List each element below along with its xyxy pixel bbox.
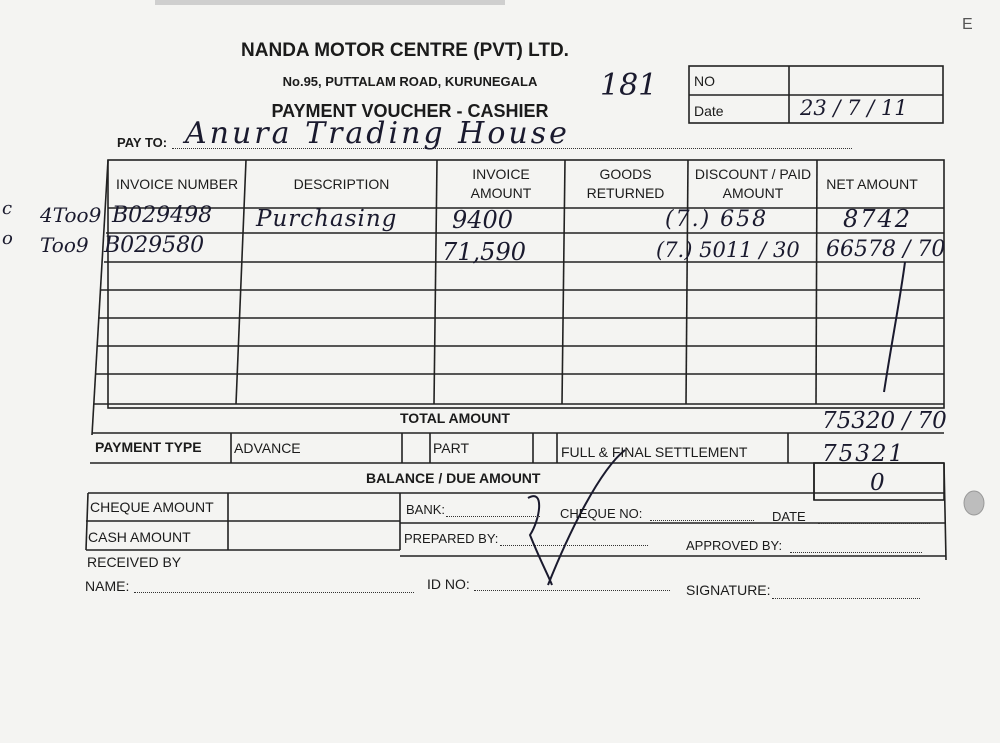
payment-full-settlement: FULL & FINAL SETTLEMENT [561,444,748,460]
bank-line [446,516,540,517]
table-row-2-prefix: Too9 [40,233,89,257]
col-discount-paid: DISCOUNT / PAID AMOUNT [694,166,812,201]
cash-amount-label: CASH AMOUNT [88,529,191,545]
approved-by-label: APPROVED BY: [686,538,783,553]
received-name-line [134,592,414,593]
table-row-1-net-amount: 8742 [843,205,913,233]
table-row-1-prefix: 4Too9 [40,203,102,227]
balance-label: BALANCE / DUE AMOUNT [366,470,541,486]
pay-to-label: PAY TO: [117,135,168,150]
company-name: NANDA MOTOR CENTRE (PVT) LTD. [241,40,569,61]
table-row-2-invoice-amount: 71,590 [442,238,526,266]
received-by-label: RECEIVED BY [87,554,182,570]
table-row-2-discount: (7.) 5011 / 30 [656,238,800,262]
payment-part: PART [433,440,470,456]
cheque-date-label: DATE [772,509,806,524]
cheque-amount-label: CHEQUE AMOUNT [90,499,214,515]
corner-mark: E [962,16,973,33]
voucher-no-label: NO [694,73,715,89]
cheque-no-line [650,520,754,521]
table-row-1-discount: (7.) 658 [665,207,769,232]
received-signature-line [772,598,920,599]
prepared-by-line [500,545,648,546]
bank-label: BANK: [406,502,446,517]
table-row-1-margin-note: c [2,198,13,219]
company-address: No.95, PUTTALAM ROAD, KURUNEGALA [282,74,538,89]
cheque-no-label: CHEQUE NO: [560,506,643,521]
table-row-1-description: Purchasing [256,206,398,232]
col-invoice-amount: INVOICE AMOUNT [470,166,532,201]
col-goods-returned: GOODS RETURNED [586,166,665,201]
balance-value: 0 [870,470,885,496]
col-invoice-number: INVOICE NUMBER [115,175,239,192]
received-id-line [474,590,670,591]
total-amount-value: 75320 / 70 [822,408,947,434]
table-row-1-invoice-number: B029498 [112,203,213,228]
form-title: PAYMENT VOUCHER - CASHIER [271,101,549,121]
table-row-1-invoice-amount: 9400 [452,206,514,234]
voucher-handwritten-number: 181 [600,68,658,103]
table-row-2-net-amount: 66578 / 70 [826,237,946,262]
payment-type-label: PAYMENT TYPE [95,439,202,455]
payment-advance: ADVANCE [234,440,301,456]
received-id-label: ID NO: [427,576,470,592]
received-signature-label: SIGNATURE: [686,582,771,598]
approved-by-line [790,552,922,553]
total-amount-label: TOTAL AMOUNT [400,410,510,426]
payment-full-value: 75321 [822,441,906,467]
pay-to-value: Anura Trading House [185,116,570,151]
voucher-date-label: Date [694,103,724,119]
col-net-amount: NET AMOUNT [826,175,918,192]
cheque-date-line [818,523,930,524]
table-row-2-margin-note: o [2,228,13,249]
prepared-by-label: PREPARED BY: [404,531,499,546]
table-row-2-invoice-number: B029580 [104,233,205,258]
col-description: DESCRIPTION [293,175,390,192]
voucher-date-value: 23 / 7 / 11 [800,96,908,120]
received-name-label: NAME: [85,578,130,594]
